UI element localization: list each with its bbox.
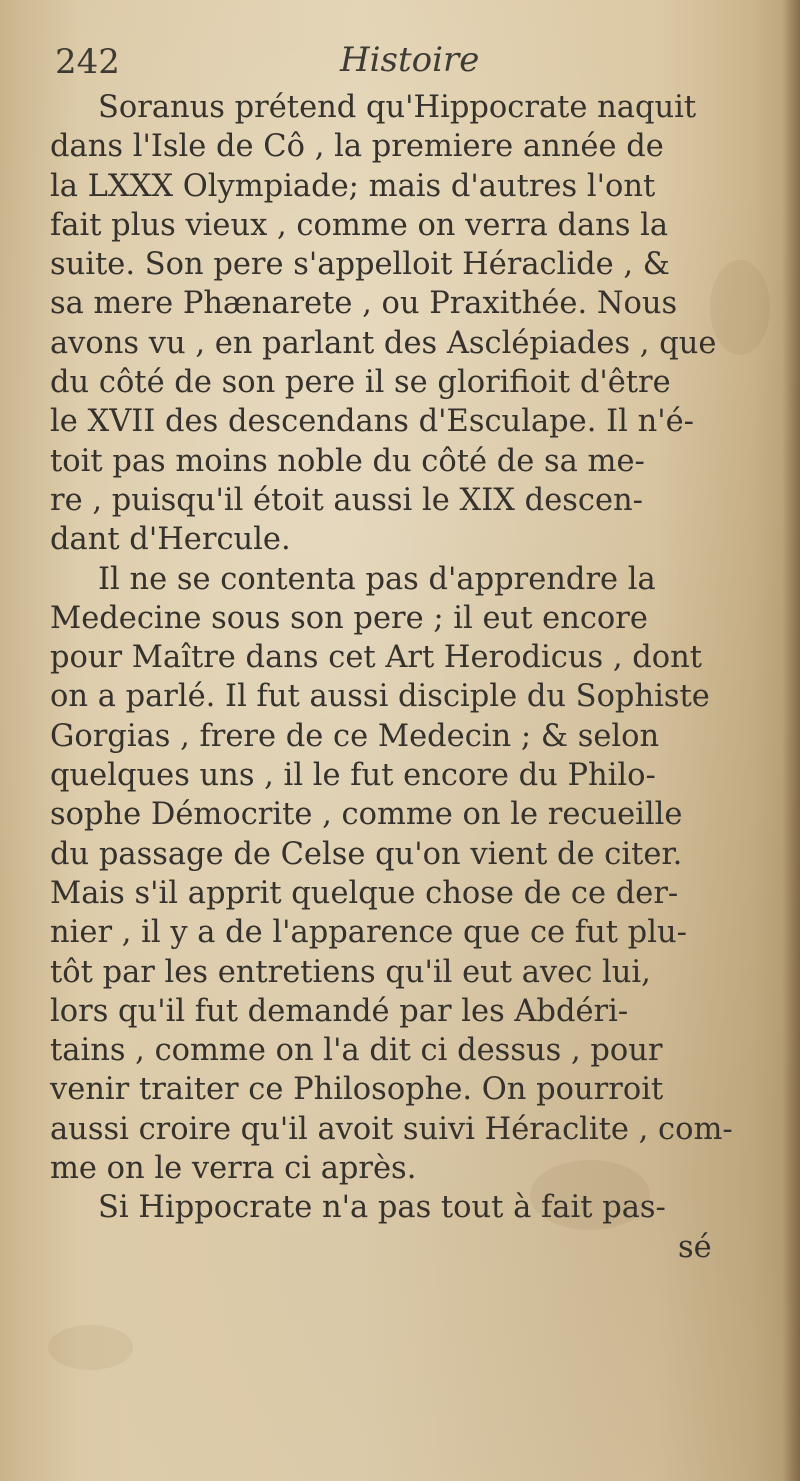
text-line xyxy=(50,167,750,206)
text-line xyxy=(50,599,750,638)
text-line-content: le XVII des descendans d'Esculape. Il n'é- xyxy=(50,404,694,440)
text-line-content: Il ne se contenta pas d'apprendre la xyxy=(98,561,656,597)
text-line-content: avons vu , en parlant des Asclépiades , que xyxy=(50,325,717,361)
text-line xyxy=(50,1031,750,1070)
text-line-content: me on le verra ci après. xyxy=(50,1151,417,1187)
text-line xyxy=(50,913,750,952)
text-line xyxy=(50,953,750,992)
text-line xyxy=(50,874,750,913)
text-line-content: Soranus prétend qu'Hippocrate naquit xyxy=(98,90,697,125)
text-line-content: Mais s'il apprit quelque chose de ce der- xyxy=(50,875,679,911)
text-line-content: dans l'Isle de Cô , la premiere année de xyxy=(50,129,664,165)
text-line-content: aussi croire qu'il avoit suivi Héraclite , com- xyxy=(50,1111,733,1147)
text-line-content: du passage de Celse qu'on vient de citer. xyxy=(50,836,683,872)
text-line-content: sa mere Phænarete , ou Praxithée. Nous xyxy=(50,286,678,322)
text-line xyxy=(50,88,750,127)
text-line xyxy=(50,1149,750,1188)
page-header xyxy=(55,38,755,90)
text-line xyxy=(50,1188,750,1227)
text-line xyxy=(50,756,750,795)
text-line xyxy=(50,402,750,441)
binding-shadow xyxy=(782,0,800,1481)
text-line-content: lors qu'il fut demandé par les Abdéri- xyxy=(50,993,629,1029)
text-line xyxy=(50,520,750,559)
text-line xyxy=(50,481,750,520)
page-number: 242 xyxy=(55,42,120,82)
text-line xyxy=(50,127,750,166)
text-line xyxy=(50,1070,750,1109)
paper-stain xyxy=(48,1325,133,1370)
text-line-content: la LXXX Olympiade; mais d'autres l'ont xyxy=(50,168,656,204)
text-line xyxy=(50,992,750,1031)
text-line xyxy=(50,835,750,874)
text-line xyxy=(50,638,750,677)
text-line-content: Gorgias , frere de ce Medecin ; & selon xyxy=(50,718,660,754)
text-line xyxy=(50,1110,750,1149)
catchword-line xyxy=(50,1228,750,1267)
text-line-content: re , puisqu'il étoit aussi le XIX descen- xyxy=(50,482,643,518)
text-line xyxy=(50,717,750,756)
text-line-content: toit pas moins noble du côté de sa me- xyxy=(50,443,645,479)
text-line-content: sophe Démocrite , comme on le recueille xyxy=(50,797,683,833)
text-line-content: quelques uns , il le fut encore du Philo- xyxy=(50,758,656,794)
text-line-content: tains , comme on l'a dit ci dessus , pour xyxy=(50,1033,663,1069)
text-line xyxy=(50,442,750,481)
text-line-content: tôt par les entretiens qu'il eut avec lui, xyxy=(50,954,651,990)
running-head: Histoire xyxy=(340,40,480,80)
text-line xyxy=(50,795,750,834)
text-line-content: du côté de son pere il se glorifioit d'être xyxy=(50,365,671,401)
text-line xyxy=(50,324,750,363)
text-line-content: Si Hippocrate n'a pas tout à fait pas- xyxy=(98,1190,666,1226)
text-line-content: on a parlé. Il fut aussi disciple du Sophiste xyxy=(50,679,710,715)
text-line xyxy=(50,363,750,402)
text-line-content: Medecine sous son pere ; il eut encore xyxy=(50,600,648,636)
text-line-content: dant d'Hercule. xyxy=(50,522,291,558)
text-line-content: nier , il y a de l'apparence que ce fut plu- xyxy=(50,915,687,951)
text-line xyxy=(50,245,750,284)
text-line xyxy=(50,206,750,245)
text-line xyxy=(50,284,750,323)
text-line xyxy=(50,677,750,716)
body-text xyxy=(50,88,750,1267)
text-line-content: fait plus vieux , comme on verra dans la xyxy=(50,207,669,243)
text-line-content: pour Maître dans cet Art Herodicus , dont xyxy=(50,640,703,676)
text-line-content: suite. Son pere s'appelloit Héraclide , & xyxy=(50,247,670,283)
text-line-content: venir traiter ce Philosophe. On pourroit xyxy=(50,1072,664,1108)
catchword: sé xyxy=(678,1229,712,1265)
text-line xyxy=(50,560,750,599)
